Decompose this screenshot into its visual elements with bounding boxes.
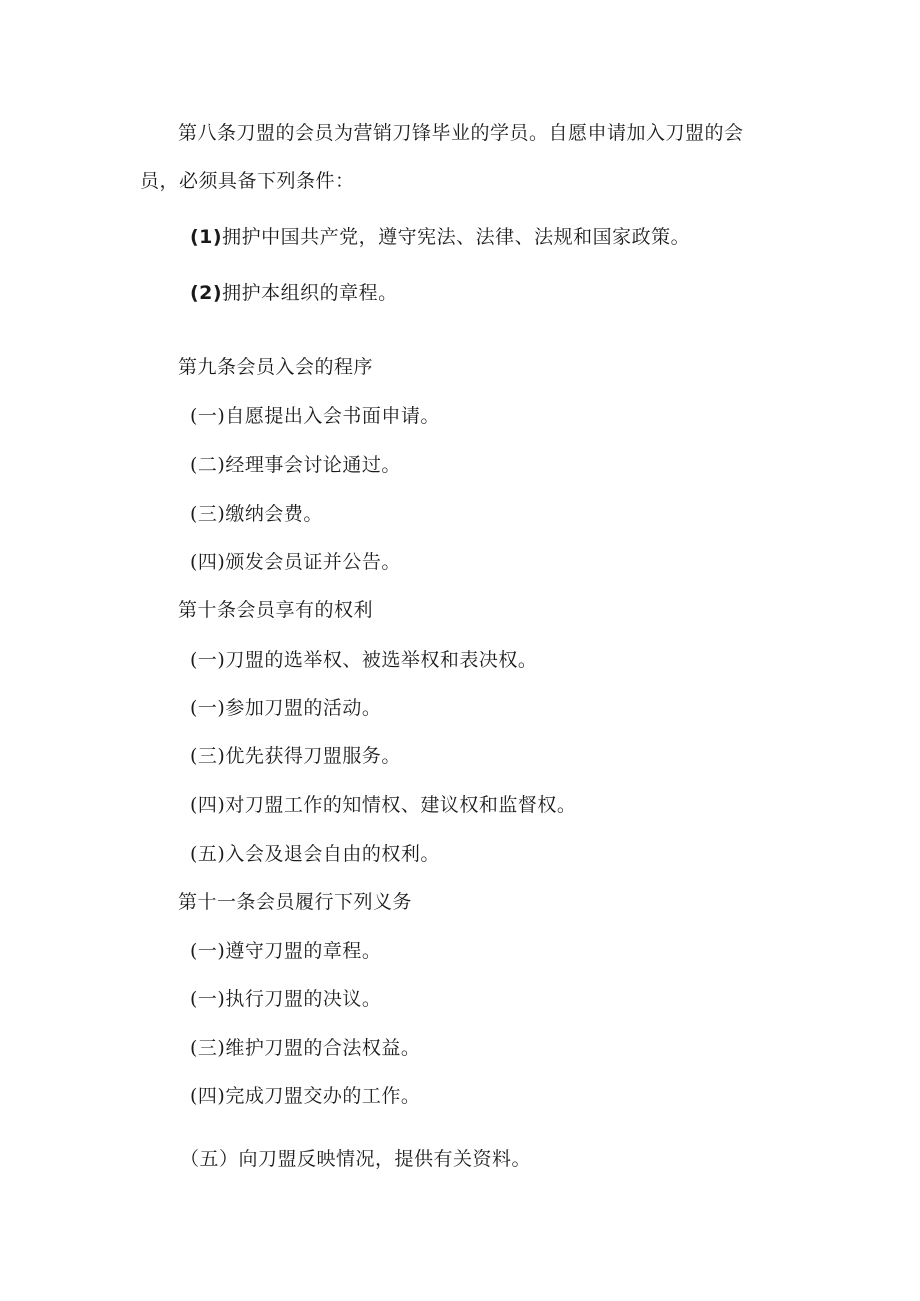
article10-item-5: (五)入会及退会自由的权利。 [190,843,440,865]
article11-item-1: (一)遵守刀盟的章程。 [190,940,382,962]
article11-title: 第十一条会员履行下列义务 [178,891,413,913]
item-text: 拥护中国共产党，遵守宪法、法律、法规和国家政策。 [222,226,691,248]
article9-item-1: (一)自愿提出入会书面申请。 [190,405,440,427]
item-number: (2) [190,282,223,304]
item-number: (1) [190,226,223,248]
article11-item-4: (四)完成刀盟交办的工作。 [190,1085,421,1107]
article8-item-1 [190,224,690,250]
article9-item-2: (二)经理事会讨论通过。 [190,454,401,476]
article10-title: 第十条会员享有的权利 [178,599,374,621]
article8-line2: 员，必须具备下列条件： [140,170,355,192]
article8-line1: 第八条刀盟的会员为营销刀锋毕业的学员。自愿申请加入刀盟的会 [178,122,744,144]
article11-item-5: （五）向刀盟反映情况，提供有关资料。 [180,1148,532,1170]
article10-item-1: (一)刀盟的选举权、被选举权和表决权。 [190,649,538,671]
article8-item-2 [190,280,398,306]
article10-item-2: (一)参加刀盟的活动。 [190,697,382,719]
article9-item-4: (四)颁发会员证并公告。 [190,551,401,573]
item-text: 拥护本组织的章程。 [222,282,398,304]
article11-item-3: (三)维护刀盟的合法权益。 [190,1037,421,1059]
article9-item-3: (三)缴纳会费。 [190,503,323,525]
article10-item-4: (四)对刀盟工作的知情权、建议权和监督权。 [190,794,577,816]
article9-title: 第九条会员入会的程序 [178,356,374,378]
article10-item-3: (三)优先获得刀盟服务。 [190,745,401,767]
article11-item-2: (一)执行刀盟的决议。 [190,988,382,1010]
